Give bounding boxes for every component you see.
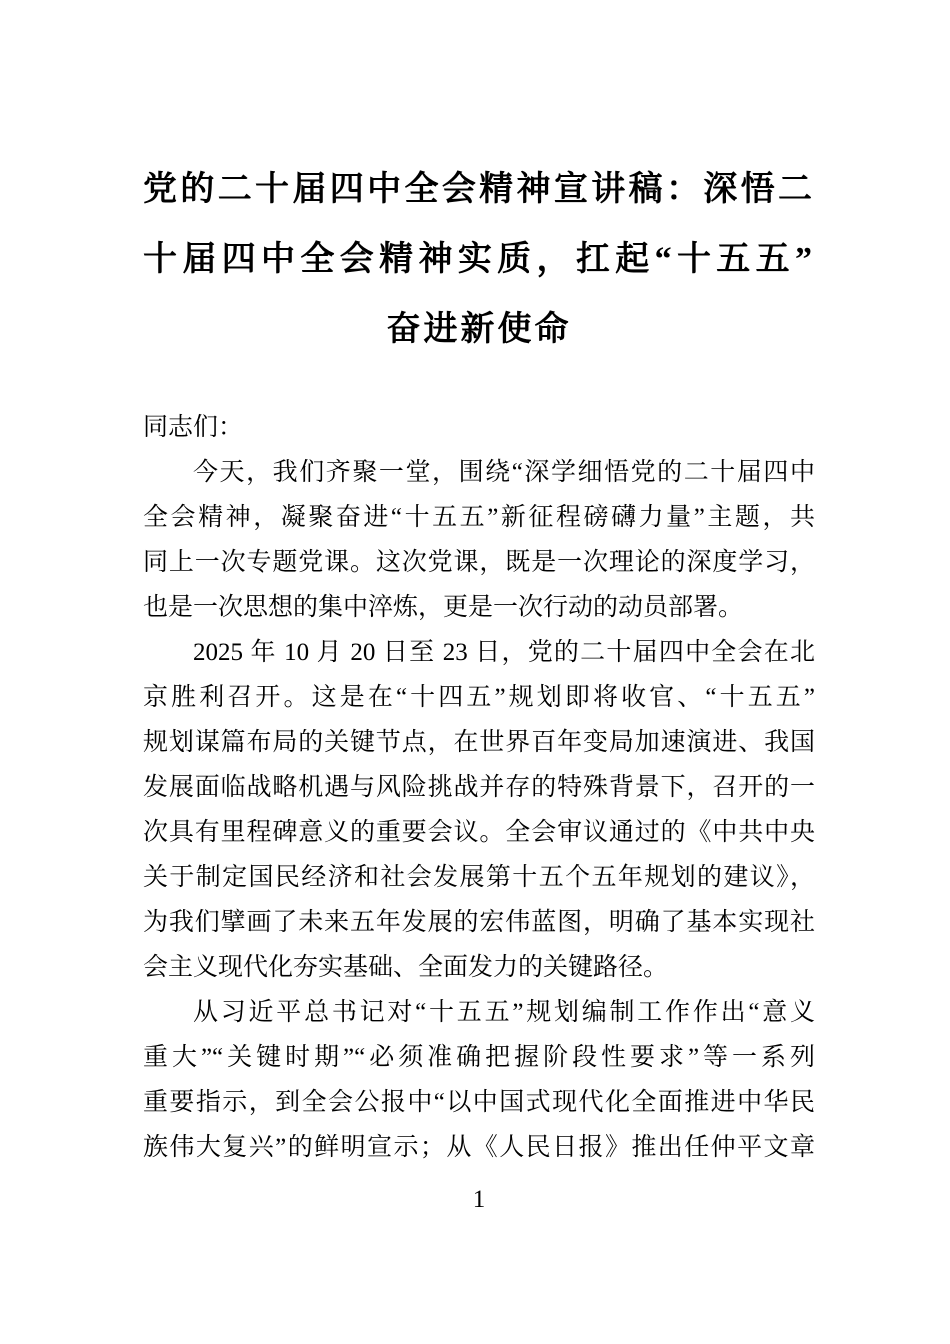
body-line: 从习近平总书记对“十五五”规划编制工作作出“意义 [193,999,815,1026]
body-line: 次具有里程碑意义的重要会议。全会审议通过的《中共中央 [143,819,815,846]
body-line: 2025 年 10 月 20 日至 23 日，党的二十届四中全会在北 [193,639,815,666]
body-line: 发展面临战略机遇与风险挑战并存的特殊背景下，召开的一 [143,774,815,801]
document-body [143,405,815,1170]
body-line: 族伟大复兴”的鲜明宣示；从《人民日报》推出任仲平文章 [143,1134,815,1161]
body-line: 同上一次专题党课。这次党课，既是一次理论的深度学习， [143,549,815,576]
body-line: 也是一次思想的集中淬炼，更是一次行动的动员部署。 [143,594,744,621]
salutation-line: 同志们： [143,414,244,441]
body-line: 京胜利召开。这是在“十四五”规划即将收官、“十五五” [143,684,815,711]
body-line: 关于制定国民经济和社会发展第十五个五年规划的建议》， [143,864,815,891]
body-line: 会主义现代化夯实基础、全面发力的关键路径。 [143,954,669,981]
title-line-2: 十届四中全会精神实质，扛起“十五五” [143,241,815,278]
body-line: 规划谋篇布局的关键节点，在世界百年变局加速演进、我国 [143,729,815,756]
body-line: 今天，我们齐聚一堂，围绕“深学细悟党的二十届四中 [193,459,815,486]
page-footer [143,1182,815,1218]
body-line: 重要指示，到全会公报中“以中国式现代化全面推进中华民 [143,1089,815,1116]
body-line: 为我们擘画了未来五年发展的宏伟蓝图，明确了基本实现社 [143,909,815,936]
body-line: 全会精神，凝聚奋进“十五五”新征程磅礴力量”主题，共 [143,504,815,531]
page-content [0,155,950,1218]
document-title [143,155,815,365]
title-line-1: 党的二十届四中全会精神宣讲稿：深悟二 [143,171,815,208]
title-line-3: 奋进新使命 [386,311,572,348]
body-line: 重大”“关键时期”“必须准确把握阶段性要求”等一系列 [143,1044,815,1071]
page-number: 1 [472,1186,486,1213]
